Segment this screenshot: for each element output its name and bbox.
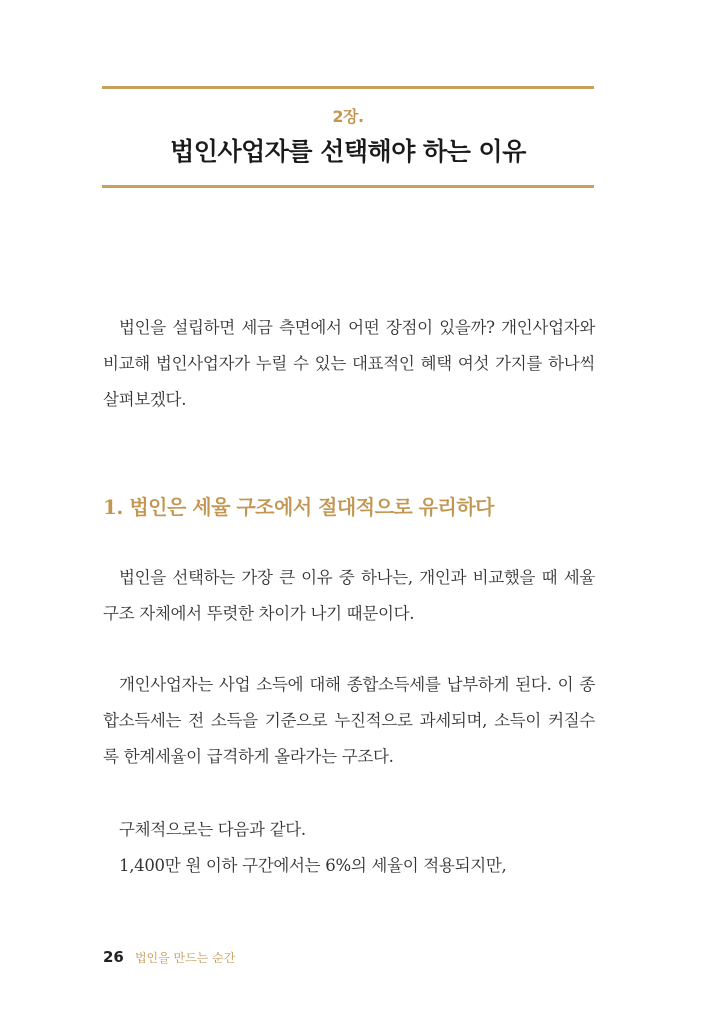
section-heading: 1. 법인은 세율 구조에서 절대적으로 유리하다 [103, 495, 494, 519]
page-number: 26 [103, 948, 124, 966]
section-paragraph-1: 법인을 선택하는 가장 큰 이유 중 하나는, 개인과 비교했을 때 세율 구조 자체에서 뚜렷한 차이가 나기 때문이다. [103, 568, 595, 623]
chapter-title: 법인사업자를 선택해야 하는 이유 [170, 137, 526, 166]
intro-paragraph: 법인을 설립하면 세금 측면에서 어떤 장점이 있을까? 개인사업자와 비교해 법인사업자가 누릴 수 있는 대표적인 혜택 여섯 가지를 하나씩 살펴보겠다. [103, 318, 595, 409]
header-bottom-rule [102, 185, 594, 188]
section-paragraph-2: 개인사업자는 사업 소득에 대해 종합소득세를 납부하게 된다. 이 종합소득세는 전 소득을 기준으로 누진적으로 과세되며, 소득이 커질수록 한계세율이 급격하게 올라가는 구조다. [103, 675, 595, 766]
book-title: 법인을 만드는 순간 [134, 951, 236, 965]
section-paragraph-3-line-2: 1,400만 원 이하 구간에서는 6%의 세율이 적용되지만, [119, 856, 507, 875]
section-paragraph-3 [103, 812, 595, 884]
chapter-label: 2장. [332, 107, 364, 126]
header-top-rule [102, 86, 594, 89]
page-footer [103, 947, 235, 966]
section-paragraph-3-line-1: 구체적으로는 다음과 같다. [119, 820, 306, 839]
